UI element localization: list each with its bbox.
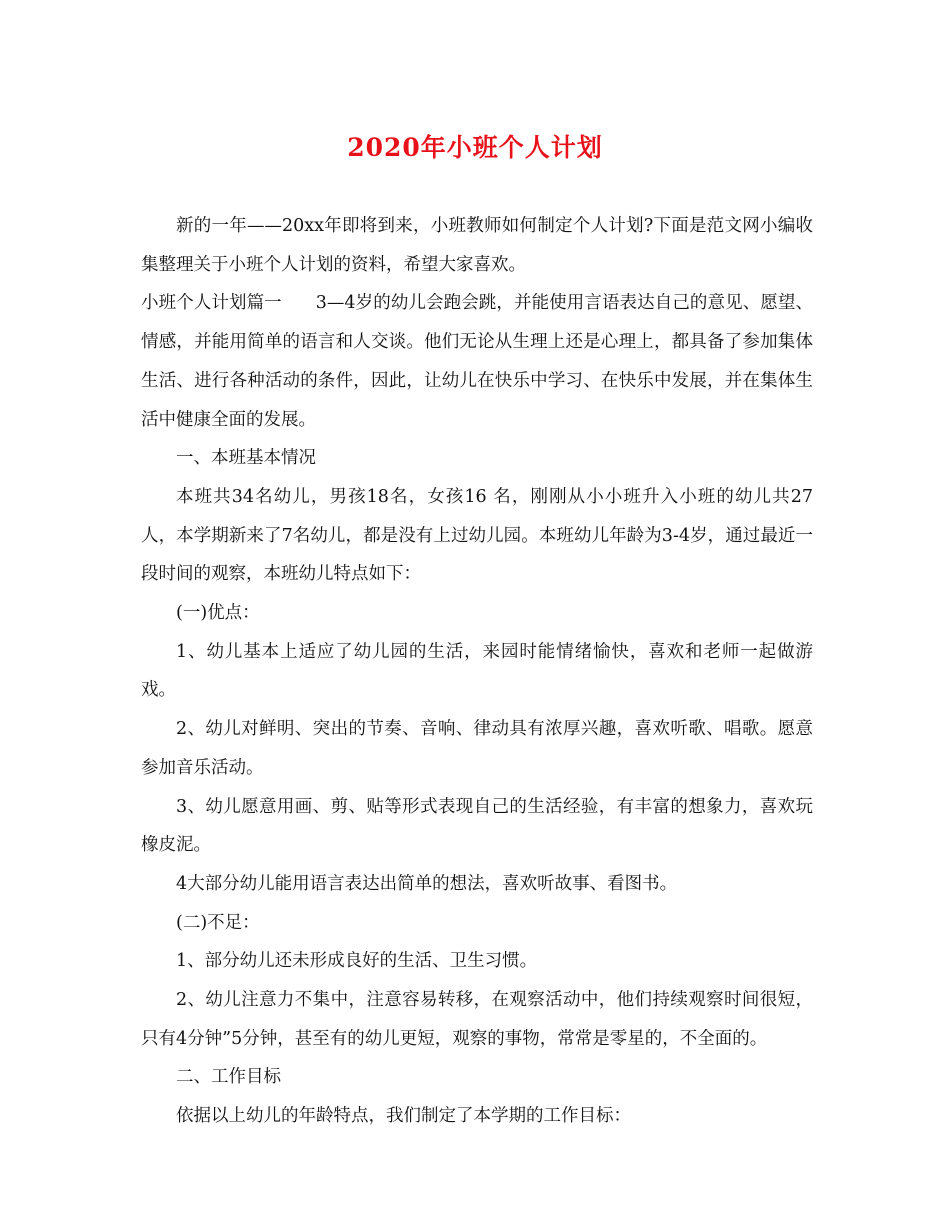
paragraph-goals-intro: 依据以上幼儿的年龄特点，我们制定了本学期的工作目标： bbox=[176, 1106, 631, 1127]
heading-basic-info: 一、本班基本情况 bbox=[176, 448, 316, 469]
subheading-weaknesses: (二)不足： bbox=[176, 912, 260, 933]
section-heading-inline: 小班个人计划篇一 bbox=[141, 293, 282, 314]
list-item: 2、幼儿对鲜明、突出的节奏、音响、律动具有浓厚兴趣，喜欢听歌、唱歌。愿意参加音乐活动。 bbox=[141, 719, 813, 778]
section-paragraph bbox=[141, 284, 813, 439]
section-body: 3—4岁的幼儿会跑会跳，并能使用言语表达自己的意见、愿望、情感，并能用简单的语言和人交谈。他们无论从生理上还是心理上，都具备了参加集体生活、进行各种活动的条件，因此，让幼儿在快乐中学习、在快乐中发展，并在集体生活中健康全面的发展。 bbox=[141, 293, 813, 430]
intro-paragraph: 新的一年——20xx年即将到来，小班教师如何制定个人计划?下面是范文网小编收集整理关于小班个人计划的资料，希望大家喜欢。 bbox=[141, 216, 813, 275]
paragraph-class-info: 本班共34名幼儿，男孩18名，女孩16 名，刚刚从小小班升入小班的幼儿共27人，本学期新来了7名幼儿，都是没有上过幼儿园。本班幼儿年龄为3-4岁，通过最近一段时间的观察，本班幼儿特点如下： bbox=[141, 486, 813, 585]
list-item: 3、幼儿愿意用画、剪、贴等形式表现自己的生活经验，有丰富的想象力，喜欢玩橡皮泥。 bbox=[141, 796, 813, 856]
document-title: 2020年小班个人计划 bbox=[347, 133, 603, 162]
list-item: 1、幼儿基本上适应了幼儿园的生活，来园时能情绪愉快，喜欢和老师一起做游戏。 bbox=[141, 641, 813, 701]
subheading-strengths: (一)优点： bbox=[176, 603, 260, 624]
list-item: 1、部分幼儿还未形成良好的生活、卫生习惯。 bbox=[176, 951, 538, 972]
document-body bbox=[141, 207, 813, 1136]
heading-work-goals: 二、工作目标 bbox=[176, 1067, 281, 1088]
list-item: 4大部分幼儿能用语言表达出简单的想法，喜欢听故事、看图书。 bbox=[176, 873, 678, 894]
list-item: 2、幼儿注意力不集中，注意容易转移，在观察活动中，他们持续观察时间很短，只有4分钟”5分钟，甚至有的幼儿更短，观察的事物，常常是零星的，不全面的。 bbox=[141, 990, 813, 1049]
